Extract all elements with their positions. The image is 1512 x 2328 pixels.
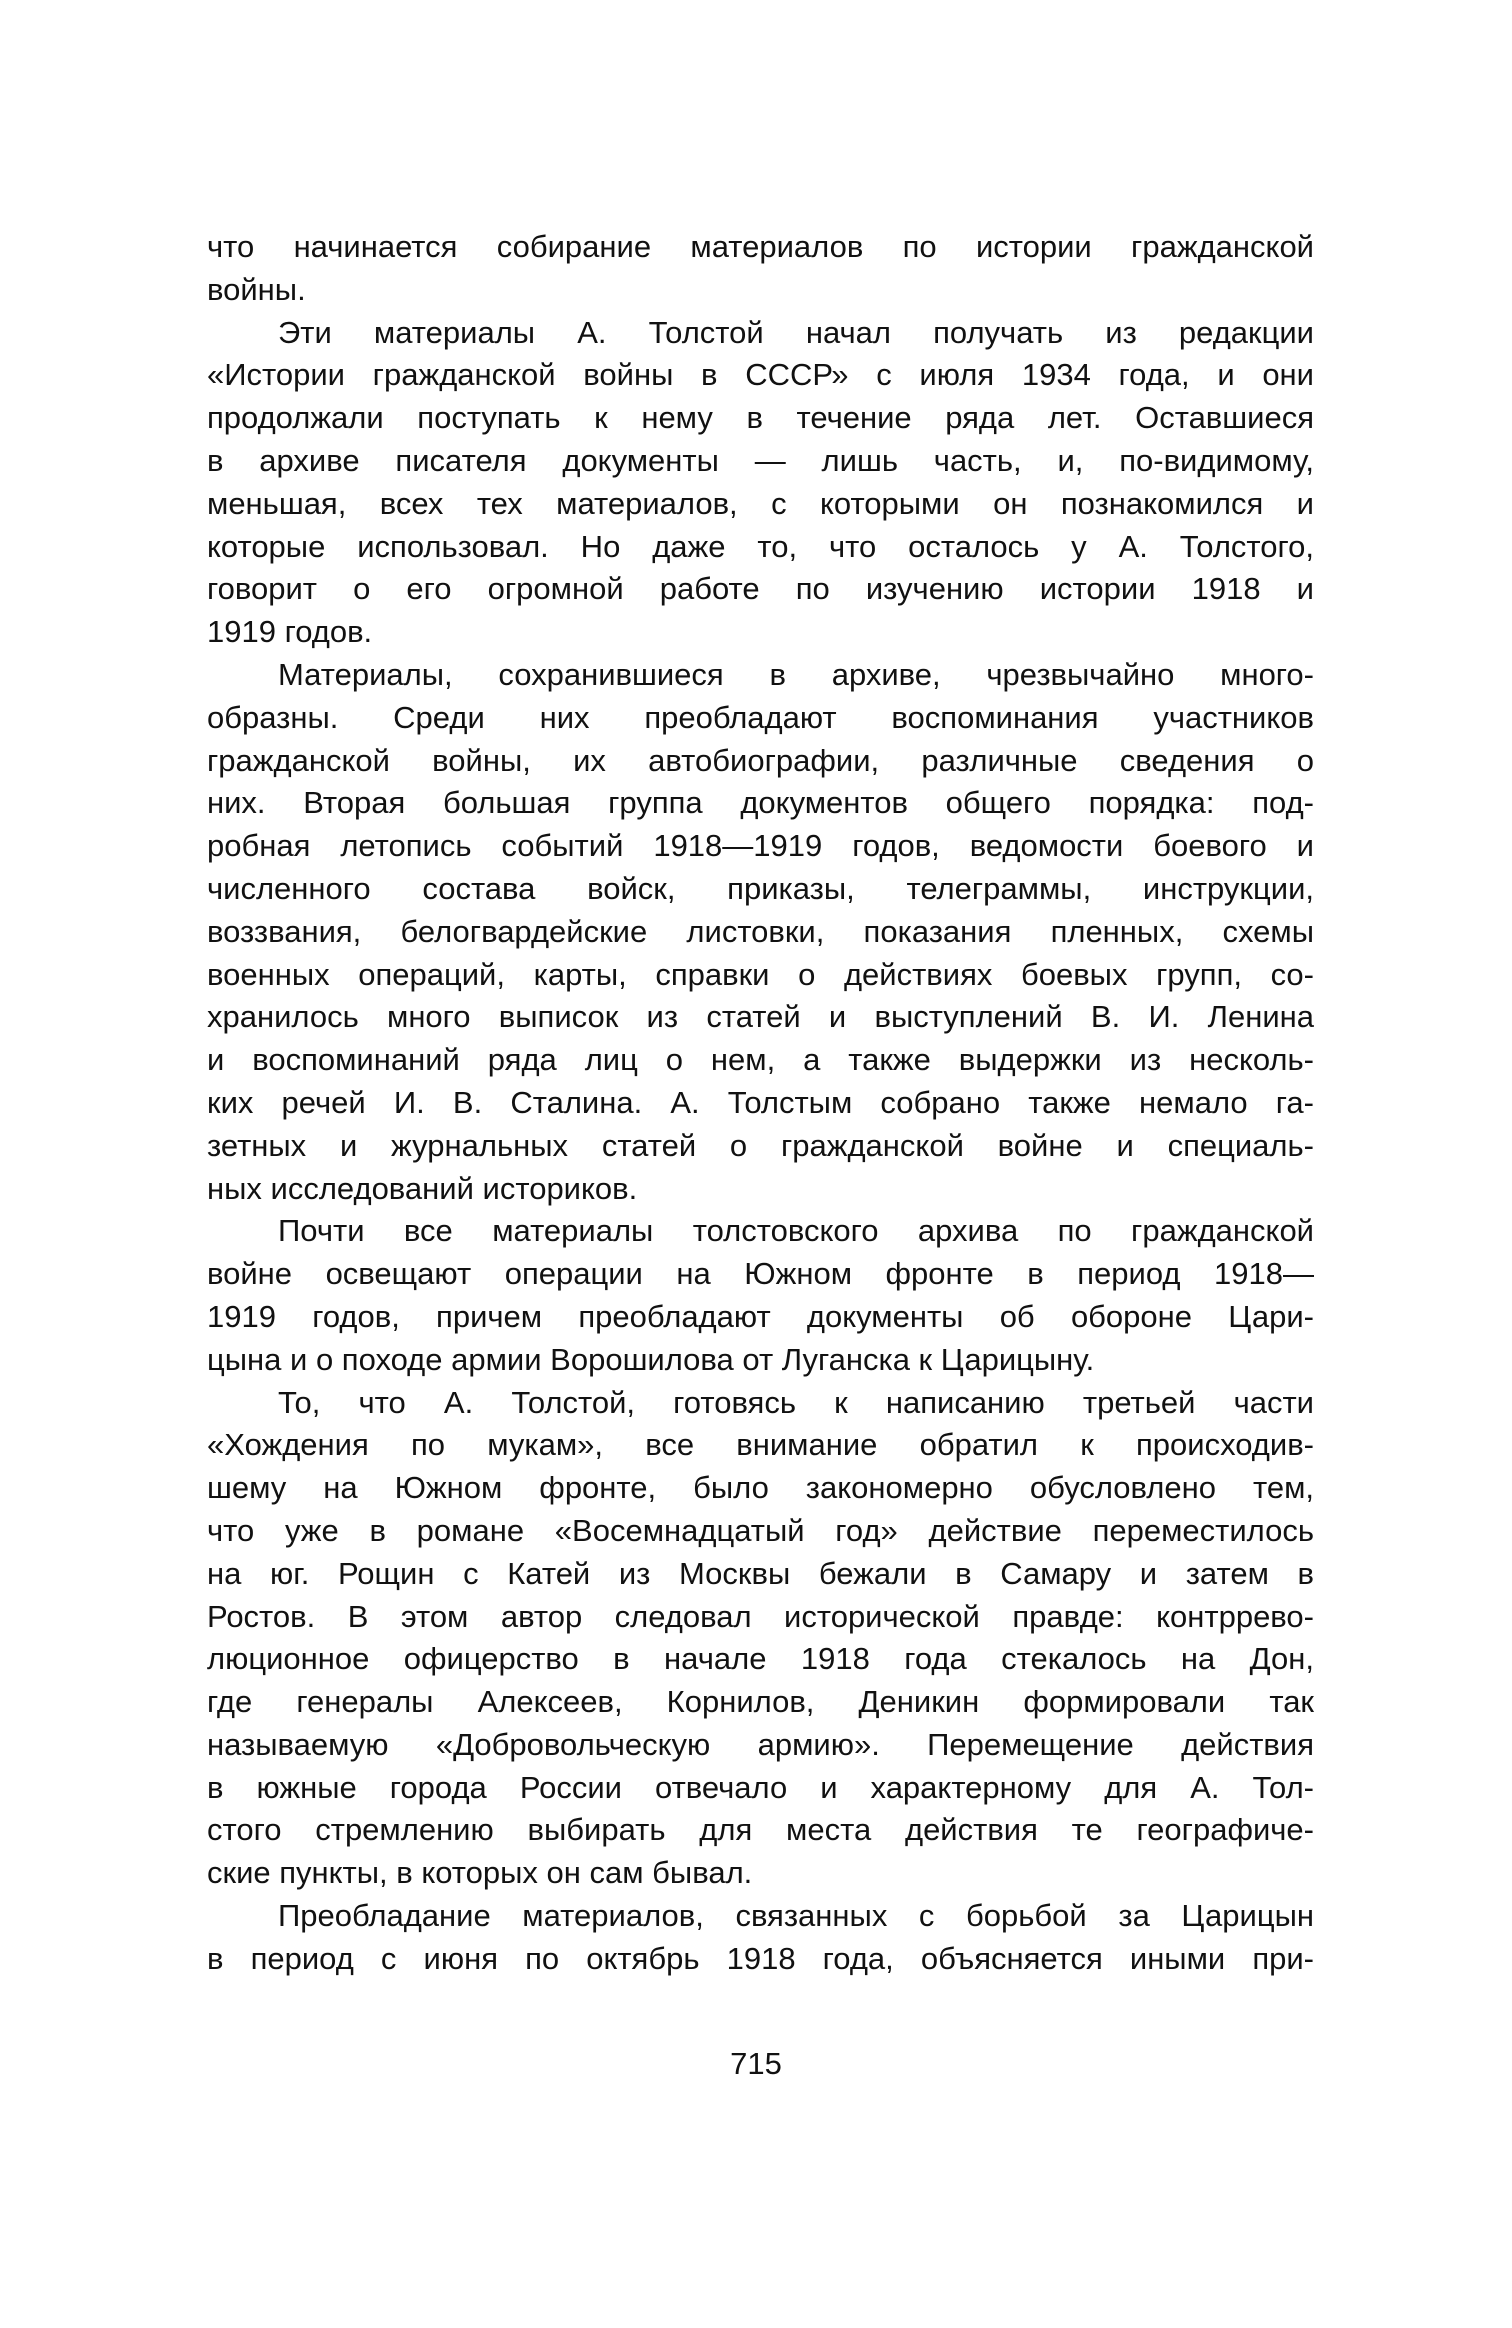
text-line: стого стремлению выбирать для места действия те географиче-: [207, 1812, 1314, 1848]
text-line: гражданской войны, их автобиографии, различные сведения о: [207, 742, 1314, 778]
text-line: Материалы, сохранившиеся в архиве, чрезвычайно много-: [278, 656, 1314, 692]
text-line: в период с июня по октябрь 1918 года, объясняется иными при-: [207, 1940, 1314, 1976]
text-line: шему на Южном фронте, было закономерно обусловлено тем,: [207, 1470, 1314, 1506]
text-line: меньшая, всех тех материалов, с которыми он познакомился и: [207, 485, 1314, 521]
text-line: 1919 годов.: [207, 614, 373, 650]
text-line: продолжали поступать к нему в течение ряда лет. Оставшиеся: [207, 400, 1314, 436]
text-line: цына и о походе армии Ворошилова от Луганска к Царицыну.: [207, 1341, 1095, 1377]
text-line: ких речей И. В. Сталина. А. Толстым собрано также немало га-: [207, 1084, 1314, 1120]
text-line: численного состава войск, приказы, телеграммы, инструкции,: [207, 870, 1314, 906]
text-line: которые использовал. Но даже то, что осталось у А. Толстого,: [207, 528, 1314, 564]
text-line: То, что А. Толстой, готовясь к написанию третьей части: [278, 1384, 1314, 1420]
text-line: Почти все материалы толстовского архива по гражданской: [278, 1213, 1314, 1249]
text-line: военных операций, карты, справки о действиях боевых групп, со-: [207, 956, 1314, 992]
text-line: «Хождения по мукам», все внимание обратил к происходив-: [207, 1427, 1314, 1463]
text-line: и воспоминаний ряда лиц о нем, а также выдержки из несколь-: [207, 1042, 1314, 1078]
paragraph: [207, 1210, 1314, 1381]
text-line: что начинается собирание материалов по истории гражданской: [207, 229, 1314, 264]
text-line: что уже в романе «Восемнадцатый год» действие переместилось: [207, 1512, 1314, 1548]
text-line: хранилось много выписок из статей и выступлений В. И. Ленина: [207, 999, 1314, 1035]
paragraph: [207, 654, 1314, 1210]
text-line: воззвания, белогвардейские листовки, показания пленных, схемы: [207, 913, 1314, 949]
text-line: Преобладание материалов, связанных с борьбой за Царицын: [278, 1898, 1314, 1934]
text-line: «Истории гражданской войны в СССР» с июля 1934 года, и они: [207, 357, 1314, 393]
text-line: робная летопись событий 1918—1919 годов, ведомости боевого и: [207, 828, 1314, 864]
text-line: Ростов. В этом автор следовал исторической правде: контррево-: [207, 1598, 1314, 1634]
text-line: ных исследований историков.: [207, 1170, 638, 1206]
text-line: где генералы Алексеев, Корнилов, Деникин формировали так: [207, 1684, 1314, 1720]
text-line: войны.: [207, 271, 306, 307]
text-line: говорит о его огромной работе по изучению истории 1918 и: [207, 571, 1314, 607]
text-line: называемую «Добровольческую армию». Перемещение действия: [207, 1726, 1314, 1762]
paragraph: [207, 1382, 1314, 1896]
text-line: Эти материалы А. Толстой начал получать из редакции: [278, 314, 1314, 350]
text-line: в архиве писателя документы — лишь часть, и, по-видимому,: [207, 442, 1314, 478]
text-line: них. Вторая большая группа документов общего порядка: под-: [207, 785, 1314, 821]
page-number: 715: [730, 2046, 782, 2081]
text-line: люционное офицерство в начале 1918 года стекалось на Дон,: [207, 1641, 1314, 1677]
paragraph: [207, 1895, 1314, 1981]
text-line: войне освещают операции на Южном фронте в период 1918—: [207, 1256, 1314, 1292]
body-text: [207, 226, 1314, 1981]
text-line: образны. Среди них преобладают воспоминания участников: [207, 699, 1314, 735]
paragraph: [207, 226, 1314, 312]
text-line: зетных и журнальных статей о гражданской войне и специаль-: [207, 1127, 1314, 1163]
text-line: в южные города России отвечало и характерному для А. Тол-: [207, 1769, 1314, 1805]
text-line: 1919 годов, причем преобладают документы об обороне Цари-: [207, 1298, 1314, 1334]
text-line: ские пункты, в которых он сам бывал.: [207, 1855, 753, 1891]
text-line: на юг. Рощин с Катей из Москвы бежали в Самару и затем в: [207, 1555, 1314, 1591]
paragraph: [207, 312, 1314, 654]
